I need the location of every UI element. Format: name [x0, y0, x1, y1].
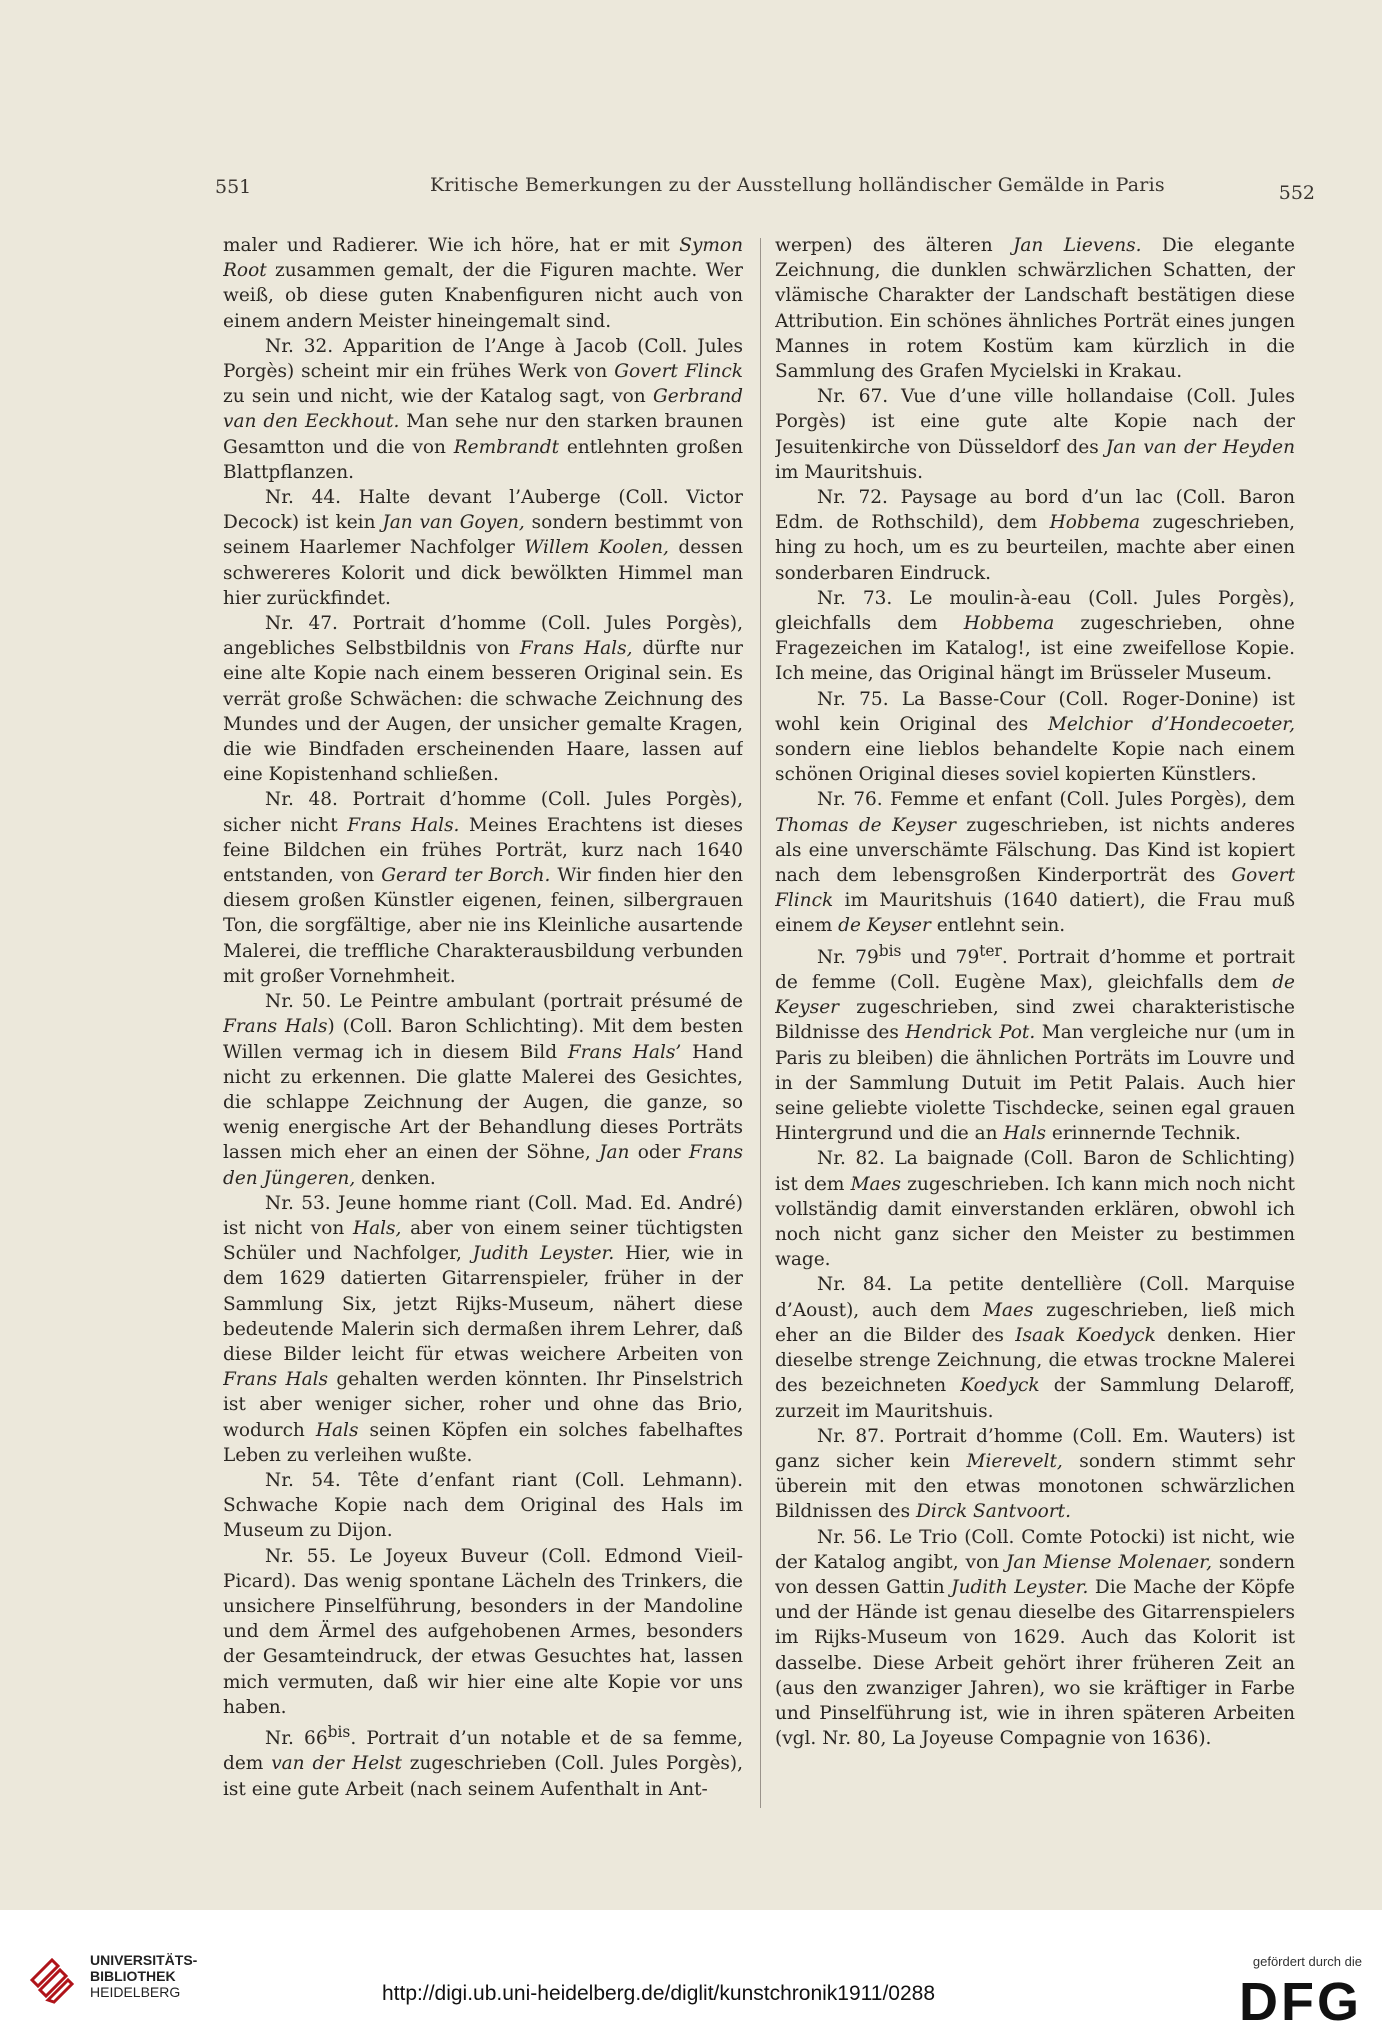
text-run: zusammen gemalt, der die Figuren machte. Wer weiß, ob diese guten Knabenfiguren nicht auch von einem andern Meister hineingemalt sind.: [223, 260, 743, 332]
text-run: maler und Radierer. Wie ich höre, hat er mit: [223, 235, 680, 256]
left-column: [223, 233, 743, 1823]
italic-name: Govert Flinck: [614, 361, 743, 383]
text-run: dessen schwereres Kolorit und dick bewölkten Himmel man hier zurückfindet.: [223, 537, 743, 609]
italic-name: van der Helst: [271, 1753, 402, 1775]
text-run: Nr. 32. Apparition de l’Ange à Jacob (Coll. Jules Porgès) scheint mir ein frühes Werk von: [223, 335, 743, 383]
italic-name: Jan Miense Molenaer,: [1006, 1551, 1212, 1573]
text-run: Nr. 67. Vue d’une ville hollandaise (Coll. Jules Porgès) ist eine gute alte Kopie nach der Jesuitenkirche von Düsseldorf des: [775, 386, 1295, 458]
text-run: Meines Erachtens ist dieses feine Bildchen ein frühes Porträt, kurz nach 1640 entstanden, von: [223, 814, 743, 887]
text-run: zugeschrieben, hing zu hoch, um es zu beurteilen, machte aber einen sonderbaren Eindruck.: [775, 512, 1295, 584]
page-number-right: 552: [1278, 182, 1315, 204]
italic-name: Maes: [982, 1299, 1034, 1321]
text-run: Nr. 47. Portrait d’homme (Coll. Jules Porgès), angebliches Selbstbildnis von: [223, 613, 743, 660]
italic-name: de Keyser: [838, 915, 931, 937]
text-run: zugeschrieben, ist nichts anderes als eine unverschämte Fälschung. Das Kind ist kopiert nach dem lebensgroßen Kinderporträt des: [775, 814, 1295, 887]
italic-name: Gerbrand van den Eeckhout.: [223, 386, 743, 433]
paragraph: [223, 233, 743, 334]
italic-name: Thomas de Keyser: [775, 814, 957, 836]
paragraph: [775, 939, 1295, 1147]
institution-line-2: BIBLIOTHEK: [90, 1968, 176, 1984]
paragraph: [223, 1191, 743, 1468]
italic-name: Gerard ter Borch.: [381, 865, 551, 887]
paragraph: [775, 1424, 1295, 1525]
italic-name: Dirck Santvoort.: [916, 1501, 1071, 1523]
text-run: dürfte nur eine alte Kopie nach einem besseren Original sein. Es verrät große Schwächen: die schwache Zeichnung des Mundes und der Augen, der unsicher gemalte Kragen, die wie Bindfaden erscheinenden Haare, lassen auf eine Kopistenhand schließen.: [223, 638, 743, 786]
italic-name: Jan: [599, 1142, 630, 1164]
text-run: denken.: [355, 1167, 436, 1189]
italic-name: Hobbema: [1049, 512, 1141, 534]
italic-name: Mierevelt,: [966, 1450, 1063, 1472]
text-run: zugeschrieben, ohne Fragezeichen im Katalog!, ist eine zweifellose Kopie. Ich meine, das Original hängt im Brüsseler Museum.: [775, 613, 1295, 685]
text-run: im Mauritshuis (1640 datiert), die Frau muß einem: [775, 890, 1295, 937]
italic-name: Frans Hals’: [567, 1041, 682, 1063]
italic-name: Willem Koolen,: [524, 537, 669, 559]
italic-name: Jan van der Heyden: [1105, 436, 1295, 458]
italic-name: Melchior d’Hondecoeter,: [1047, 713, 1295, 735]
paragraph: [775, 233, 1295, 384]
running-title: Kritische Bemerkungen zu der Ausstellung holländischer Gemälde in Paris: [430, 174, 1165, 196]
right-column: [775, 233, 1295, 1823]
italic-name: Maes: [850, 1173, 902, 1195]
italic-name: Frans Hals.: [347, 814, 460, 836]
paragraph: [775, 1272, 1295, 1423]
italic-name: Hals: [1003, 1123, 1046, 1145]
text-run: erinnernde Technik.: [1045, 1123, 1241, 1145]
column-divider: [760, 238, 761, 1808]
permalink[interactable]: http://digi.ub.uni-heidelberg.de/diglit/kunstchronik1911/0288: [382, 1982, 935, 2005]
text-run: Nr. 73. Le moulin-à-eau (Coll. Jules Porgès), gleichfalls dem: [775, 587, 1295, 635]
text-run: entlehnt sein.: [930, 915, 1066, 937]
paragraph: [223, 1544, 743, 1720]
text-run: entlehnten großen Blattpflanzen.: [223, 436, 743, 483]
text-run: und 79: [901, 946, 980, 968]
text-run: Nr. 76. Femme et enfant (Coll. Jules Porgès), dem: [817, 789, 1295, 811]
italic-name: Jan Lievens.: [1012, 235, 1142, 256]
paragraph: [223, 1468, 743, 1544]
italic-name: Frans Hals: [223, 1016, 328, 1038]
text-run: Die Mache der Köpfe und der Hände ist genau dieselbe des Gitarrenspielers im Rijks-Museum von 1629. Auch das Kolorit ist dasselbe. Diese Arbeit gehört ihrer früheren Zeit an (aus den zwanziger Jahren), wo sie kräftiger in Farbe und Pinselführung ist, wie in ihren späteren Arbeiten (vgl. Nr. 80, La Joyeuse Compagnie von 1636).: [775, 1576, 1295, 1750]
text-run: seinen Köpfen ein solches fabelhaftes Leben zu verleihen wußte.: [223, 1419, 743, 1466]
text-run: oder: [629, 1142, 689, 1164]
italic-name: Hobbema: [963, 613, 1055, 635]
text-run: werpen) des älteren: [775, 235, 1013, 256]
italic-name: Frans den Jüngeren,: [223, 1142, 743, 1189]
institution-name: [90, 1952, 197, 2000]
page-number-left: 551: [215, 176, 252, 198]
italic-name: Judith Leyster.: [951, 1576, 1089, 1598]
text-run: Nr. 56. Le Trio (Coll. Comte Potocki) ist nicht, wie der Katalog angibt, von: [775, 1526, 1295, 1573]
italic-name: Frans Hals,: [519, 638, 633, 660]
institution-line-3: HEIDELBERG: [90, 1984, 181, 2000]
institution-line-1: UNIVERSITÄTS-: [90, 1952, 198, 1968]
text-run: sondern stimmt sehr überein mit den etwas monotonen schwärzlichen Bildnissen des: [775, 1450, 1295, 1523]
text-run: zugeschrieben (Coll. Jules Porgès), ist eine gute Arbeit (nach seinem Aufenthalt in Ant-: [223, 1753, 743, 1800]
text-run: Nr. 72. Paysage au bord d’un lac (Coll. Baron Edm. de Rothschild), dem: [775, 487, 1295, 534]
paragraph: [223, 485, 743, 611]
italic-name: Hals,: [352, 1217, 402, 1239]
text-run: zu sein und nicht, wie der Katalog sagt, von: [223, 386, 653, 408]
university-logo-icon: [28, 1950, 76, 2008]
paragraph: [223, 611, 743, 787]
text-run: gehalten werden könnten. Ihr Pinselstrich ist aber weniger sicher, roher und ohne das Brio, wodurch: [223, 1369, 743, 1441]
running-header: [215, 174, 1315, 206]
superscript: bis: [878, 941, 902, 960]
text-run: Die elegante Zeichnung, die dunklen schwärzlichen Schatten, der vlämische Charakter der Landschaft bestätigen diese Attribution. Ein schönes ähnliches Porträt eines jungen Mannes in rotem Kostüm kam kürzlich in die Sammlung des Grafen Mycielski in Krakau.: [775, 235, 1295, 383]
text-run: der Sammlung Delaroff, zurzeit im Mauritshuis.: [775, 1375, 1295, 1422]
superscript: bis: [327, 1722, 351, 1741]
text-run: sondern von dessen Gattin: [775, 1551, 1295, 1598]
text-run: Man vergleiche nur (um in Paris zu bleiben) die ähnlichen Porträts im Louvre und in der Sammlung Dutuit im Petit Palais. Auch hier seine geliebte violette Tischdecke, seinen egal grauen Hintergrund und die an: [775, 1022, 1295, 1145]
text-run: Nr. 50. Le Peintre ambulant (portrait présumé de: [265, 991, 743, 1013]
text-run: aber von einem seiner tüchtigsten Schüler und Nachfolger,: [223, 1217, 743, 1265]
text-run: Nr. 44. Halte devant l’Auberge (Coll. Victor Decock) ist kein: [223, 487, 743, 534]
paragraph: [775, 384, 1295, 485]
text-run: Nr. 53. Jeune homme riant (Coll. Mad. Ed. André) ist nicht von: [223, 1192, 743, 1239]
text-run: zugeschrieben. Ich kann mich noch nicht vollständig damit einverstanden erklären, obwohl ich noch nicht ganz sicher den Meister zu bestimmen wage.: [775, 1173, 1295, 1271]
text-run: Nr. 87. Portrait d’homme (Coll. Em. Wauters) ist ganz sicher kein: [775, 1425, 1295, 1472]
paragraph: [223, 787, 743, 989]
text-run: Nr. 79: [817, 946, 879, 968]
paragraph: [775, 1146, 1295, 1272]
text-run: Hand nicht zu erkennen. Die glatte Malerei des Gesichtes, die schlappe Zeichnung der Augen, die ganze, so wenig energische Art der Behandlung dieses Porträts lassen mich eher an einen der Söhne,: [223, 1041, 743, 1164]
text-run: Nr. 84. La petite dentellière (Coll. Marquise d’Aoust), auch dem: [775, 1274, 1295, 1321]
text-run: . Portrait d’un notable et de sa femme, dem: [223, 1728, 743, 1775]
text-run: Nr. 66: [265, 1728, 328, 1750]
paragraph: [223, 1720, 743, 1802]
dfg-logo: DFG: [1239, 1972, 1362, 2032]
text-run: Man sehe nur den starken braunen Gesamtton und die von: [223, 411, 743, 458]
digitization-footer: [0, 1910, 1382, 2042]
text-run: sondern eine lieblos behandelte Kopie nach einem schönen Original dieses soviel kopierten Künstlers.: [775, 739, 1295, 786]
text-run: Nr. 54. Tête d’enfant riant (Coll. Lehmann). Schwache Kopie nach dem Original des Hals im Museum zu Dijon.: [223, 1469, 743, 1542]
italic-name: Hendrick Pot.: [905, 1022, 1036, 1044]
funded-by-label: gefördert durch die: [1252, 1954, 1362, 1969]
text-run: Nr. 48. Portrait d’homme (Coll. Jules Porgès), sicher nicht: [223, 789, 743, 836]
text-run: sondern bestimmt von seinem Haarlemer Nachfolger: [223, 512, 743, 559]
italic-name: Koedyck: [960, 1375, 1040, 1397]
italic-name: Rembrandt: [453, 436, 560, 458]
italic-name: Hals: [315, 1419, 359, 1441]
superscript: ter: [979, 941, 1002, 960]
text-run: Nr. 82. La baignade (Coll. Baron de Schlichting) ist dem: [775, 1148, 1295, 1195]
paragraph: [223, 989, 743, 1191]
text-run: ) (Coll. Baron Schlichting). Mit dem besten Willen vermag ich in diesem Bild: [223, 1016, 743, 1063]
text-run: denken. Hier dieselbe strenge Zeichnung, die etwas trockne Malerei des bezeichneten: [775, 1324, 1295, 1397]
text-run: Nr. 75. La Basse-Cour (Coll. Roger-Donine) ist wohl kein Original des: [775, 688, 1295, 735]
paragraph: [775, 687, 1295, 788]
paragraph: [775, 485, 1295, 586]
paragraph: [223, 334, 743, 485]
text-run: Nr. 55. Le Joyeux Buveur (Coll. Edmond Vieil-Picard). Das wenig spontane Lächeln des Trinkers, die unsichere Pinselführung, besonders in der Mandoline und dem Ärmel des aufgehobenen Armes, besonders der Gesamteindruck, der etwas Gesuchtes hat, lassen mich vermuten, daß wir hier eine alte Kopie vor uns haben.: [223, 1545, 743, 1718]
italic-name: Jan van Goyen,: [382, 512, 525, 534]
italic-name: de Keyser: [775, 972, 1295, 1019]
text-run: im Mauritshuis.: [775, 461, 924, 483]
text-run: Hier, wie in dem 1629 datierten Gitarrenspieler, früher in der Sammlung Six, jetzt Rijks-Museum, nähert diese bedeutende Malerin sich dermaßen ihrem Lehrer, daß diese Bilder leicht für etwas weichere Arbeiten von: [223, 1243, 743, 1365]
italic-name: Judith Leyster.: [472, 1243, 615, 1265]
paragraph: [775, 586, 1295, 687]
text-run: . Portrait d’homme et portrait de femme (Coll. Eugène Max), gleichfalls dem: [775, 946, 1295, 994]
text-run: zugeschrieben, ließ mich eher an die Bilder des: [775, 1299, 1295, 1346]
text-run: zugeschrieben, sind zwei charakteristische Bildnisse des: [775, 997, 1295, 1044]
italic-name: Symon Root: [223, 235, 743, 282]
italic-name: Frans Hals: [223, 1369, 329, 1391]
paragraph: [775, 787, 1295, 938]
paragraph: [775, 1525, 1295, 1752]
italic-name: Govert Flinck: [775, 865, 1295, 912]
italic-name: Isaak Koedyck: [1015, 1324, 1156, 1346]
text-run: Wir finden hier den diesem großen Künstler eigenen, feinen, silbergrauen Ton, die sorgfältige, aber nie ins Kleinliche ausartende Malerei, die treffliche Charakterausbildung verbunden mit großer Vornehmheit.: [223, 865, 743, 987]
